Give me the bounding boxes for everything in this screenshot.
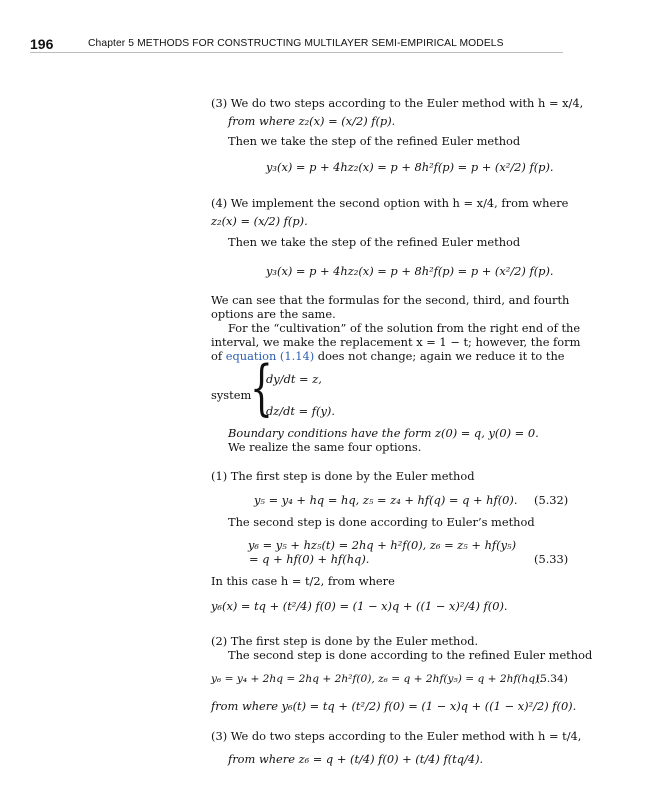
equation-number-5-34: (5.34) xyxy=(536,673,568,685)
case-line: In this case h = t/2, from where xyxy=(211,574,395,588)
paragraph-same-formulas-1: We can see that the formulas for the second, third, and fourth xyxy=(211,293,570,307)
option2-second-step: The second step is done according to the refined Euler method xyxy=(228,648,593,662)
option4-refined: Then we take the step of the refined Euler method xyxy=(228,235,521,249)
header-rule xyxy=(30,52,563,53)
option3-z2: from where z₂(x) = (x/2) f(p). xyxy=(228,114,396,128)
option1-second-step: The second step is done according to Euler’s method xyxy=(228,515,535,529)
system-brace: { xyxy=(250,353,273,423)
option4-intro: (4) We implement the second option with h = x/4, from where xyxy=(211,196,569,210)
system-equation-2: dz/dt = f(y). xyxy=(266,404,335,418)
page-number: 196 xyxy=(30,36,54,52)
option3-refined: Then we take the step of the refined Euler method xyxy=(228,134,521,148)
case-equation: y₆(x) = tq + (t²/4) f(0) = (1 − x)q + ((1 − x)²/4) f(0). xyxy=(211,599,508,613)
option3-y3-equation: y₃(x) = p + 4hz₂(x) = p + 8h²f(p) = p + (x²/2) f(p). xyxy=(266,160,554,174)
option4-z2: z₂(x) = (x/2) f(p). xyxy=(211,214,308,228)
option3t-intro: (3) We do two steps according to the Euler method with h = t/4, xyxy=(211,729,582,743)
running-title: Chapter 5 METHODS FOR CONSTRUCTING MULTILAYER SEMI-EMPIRICAL MODELS xyxy=(88,38,504,49)
equation-link[interactable]: equation (1.14) xyxy=(225,349,315,363)
realize-options: We realize the same four options. xyxy=(228,440,422,454)
paragraph-cultivation-1: For the “cultivation” of the solution from the right end of the xyxy=(228,321,581,335)
option4-y3-equation: y₃(x) = p + 4hz₂(x) = p + 8h²f(p) = p + (x²/2) f(p). xyxy=(266,264,554,278)
option3t-z6: from where z₆ = q + (t/4) f(0) + (t/4) f(tq/4). xyxy=(228,752,484,766)
system-equation-1: dy/dt = z, xyxy=(266,372,322,386)
option1-intro: (1) The first step is done by the Euler method xyxy=(211,469,475,483)
option2-intro: (2) The first step is done by the Euler method. xyxy=(211,634,479,648)
equation-5-33-line1: y₆ = y₅ + hz₅(t) = 2hq + h²f(0), z₆ = z₅ + hf(y₅) xyxy=(248,538,517,552)
equation-5-33-line2: = q + hf(0) + hf(hq). xyxy=(249,552,370,566)
paragraph-cultivation-2: interval, we make the replacement x = 1 − t; however, the form xyxy=(211,335,581,349)
system-label: system xyxy=(211,388,252,402)
option3-intro: (3) We do two steps according to the Euler method with h = x/4, xyxy=(211,96,584,110)
boundary-conditions: Boundary conditions have the form z(0) = q, y(0) = 0. xyxy=(228,426,539,440)
paragraph-cultivation-3: of equation (1.14) does not change; again we reduce it to the xyxy=(211,349,565,363)
option2-result: from where y₆(t) = tq + (t²/2) f(0) = (1 − x)q + ((1 − x)²/2) f(0). xyxy=(211,699,577,713)
equation-number-5-33: (5.33) xyxy=(534,552,569,566)
equation-5-32: y₅ = y₄ + hq = hq, z₅ = z₄ + hf(q) = q + hf(0). xyxy=(254,493,518,507)
paragraph-same-formulas-2: options are the same. xyxy=(211,307,336,321)
equation-number-5-32: (5.32) xyxy=(534,493,569,507)
equation-5-34: y₆ = y₄ + 2hq = 2hq + 2h²f(0), z₆ = q + 2hf(y₅) = q + 2hf(hq). xyxy=(211,673,543,685)
